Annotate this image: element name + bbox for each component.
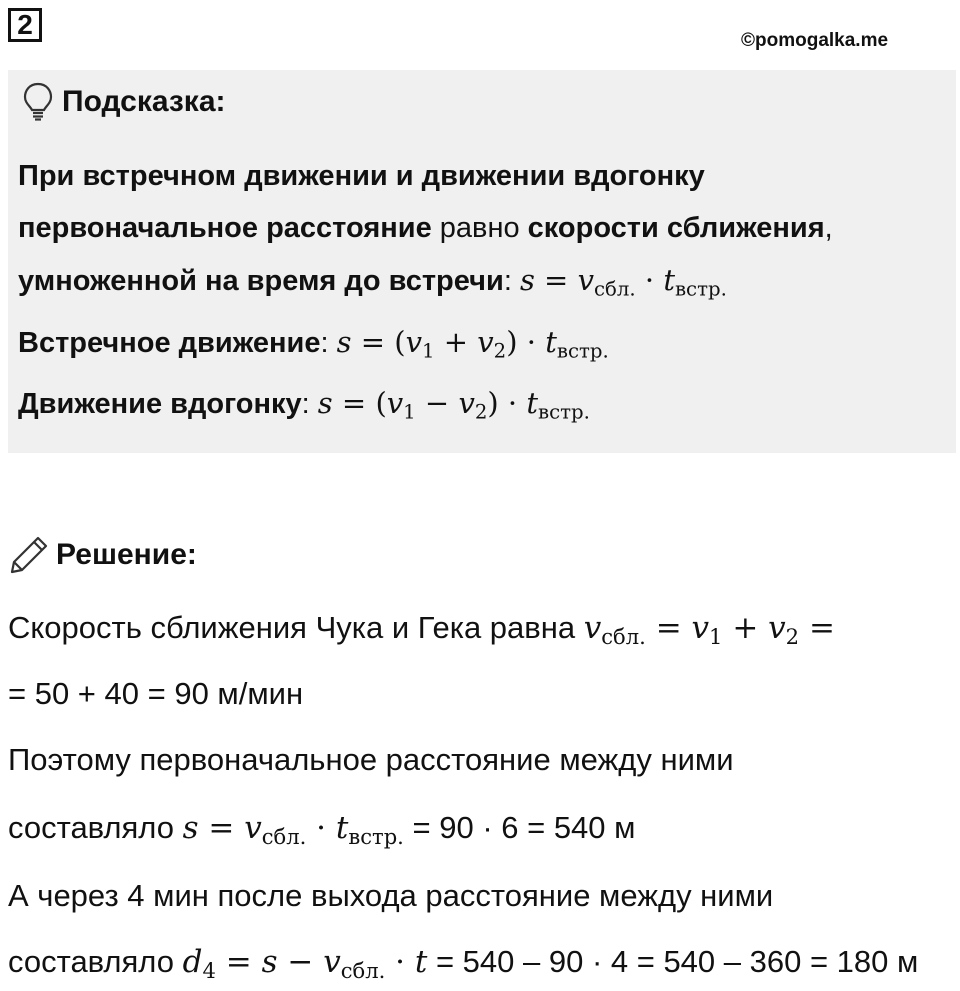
hint-line-1: При встречном движении и движении вдогонку bbox=[18, 160, 705, 192]
formula-general: $s = v_{сбл.} \cdot t_{встр.}$ bbox=[519, 263, 727, 301]
hint-equals-word: равно bbox=[431, 212, 528, 244]
hint-colon: : bbox=[301, 388, 318, 421]
hint-comma: , bbox=[824, 212, 833, 244]
hint-term-distance: первоначальное расстояние bbox=[18, 212, 432, 244]
formula-opposite: $s = (v_1 + v_2) \cdot t_{встр.}$ bbox=[336, 324, 609, 363]
hint-colon: : bbox=[503, 265, 520, 297]
formula-approach-speed: $v_{сбл.} = v_1 + v_2$ = bbox=[583, 610, 835, 649]
copyright: ©pomogalka.me bbox=[741, 30, 889, 51]
solution-line-2: = 50 + 40 = 90 м/мин bbox=[8, 676, 304, 711]
solution-title: Решение: bbox=[56, 538, 197, 571]
hint-line-5 bbox=[18, 377, 948, 439]
lightbulb-icon bbox=[22, 82, 54, 122]
formula-chase: $s = (v_1 - v_2) \cdot t_{встр.}$ bbox=[317, 386, 590, 424]
pencil-icon bbox=[8, 534, 50, 576]
solution-line-4: составляло $s = v_{сбл.} \cdot t_{встр.} = 90 \cdot 6 = 540$ м bbox=[8, 810, 636, 849]
hint-box bbox=[8, 70, 956, 453]
solution-line-6: составляло $d_4 = s - v_{сбл.} \cdot t = 540 - 90 \cdot 4 = 540 - 360 = 180$ м bbox=[8, 944, 919, 983]
hint-line-2 bbox=[18, 202, 948, 254]
formula-initial-distance: $s = v_{сбл.} \cdot t_{встр.}$ bbox=[182, 810, 404, 849]
solution-line-3: Поэтому первоначальное расстояние между ними bbox=[8, 742, 734, 777]
hint-term-speed: скорости сближения bbox=[527, 212, 825, 244]
solution-line-1: Скорость сближения Чука и Гека равна $v_{сбл.} = v_1 + v_2$ = bbox=[8, 610, 835, 649]
hint-text bbox=[18, 150, 948, 439]
hint-heading bbox=[22, 82, 226, 122]
solution-heading bbox=[8, 534, 197, 576]
hint-term-chase: Движение вдогонку bbox=[18, 388, 302, 421]
hint-line-3 bbox=[18, 254, 948, 316]
task-number: 2 bbox=[8, 8, 42, 42]
solution-line-5: А через 4 мин после выхода расстояние между ними bbox=[8, 878, 774, 913]
hint-line-4 bbox=[18, 316, 948, 378]
hint-title: Подсказка: bbox=[62, 85, 226, 118]
hint-term-time: умноженной на время до встречи bbox=[18, 265, 504, 297]
formula-distance-after-4: $d_4 = s - v_{сбл.} \cdot t$ bbox=[182, 944, 428, 983]
hint-term-opposite: Встречное движение bbox=[18, 326, 321, 359]
hint-colon: : bbox=[320, 326, 337, 359]
